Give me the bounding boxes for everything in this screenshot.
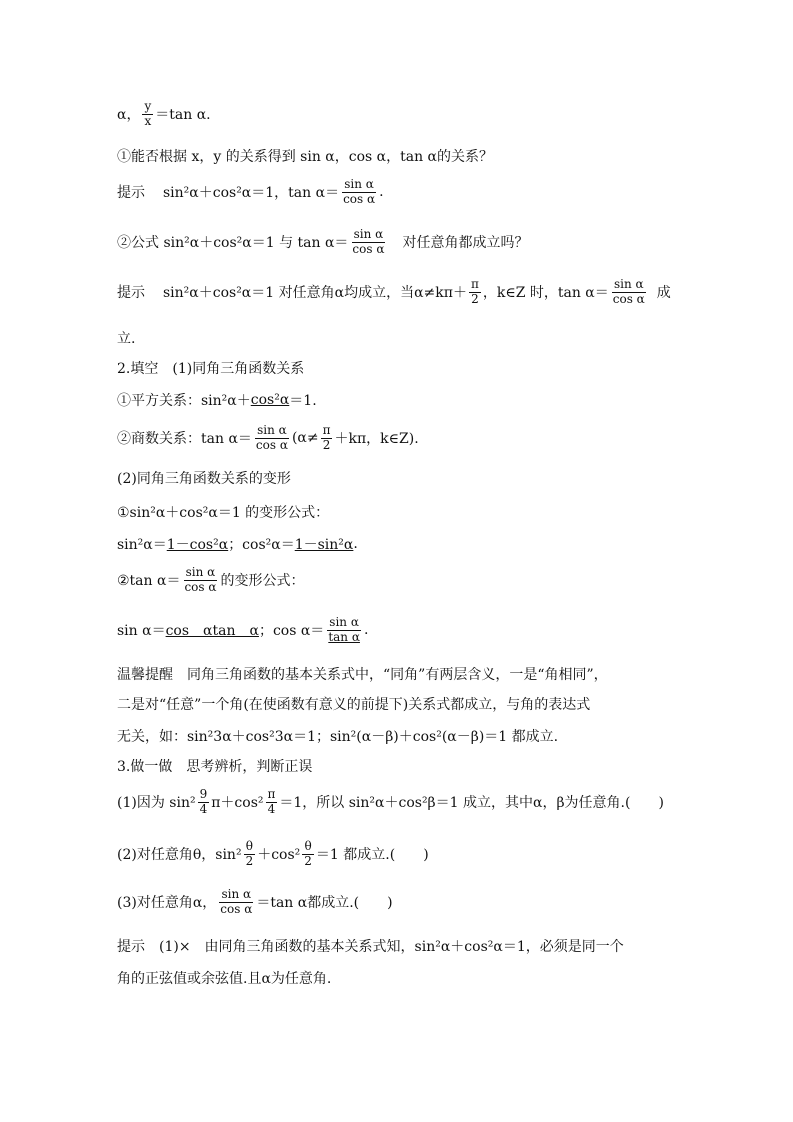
formula-square-relation: ①平方关系：sin²α＋ cos²α ＝1. bbox=[117, 392, 317, 409]
formula-variant-square: sin²α＝ 1－cos²α ；cos²α＝ 1－sin²α . bbox=[117, 536, 358, 553]
question-2: ②公式 sin²α＋cos²α＝1 与 tan α＝ $\frac{\text{sin α}}{\text{cos α}}$ 对任意角都成立吗？ bbox=[117, 227, 529, 256]
hint-1: 提示 sin²α＋cos²α＝1，tan α＝ $\frac{\text{sin α}}{\text{cos α}}$ . bbox=[117, 177, 384, 206]
section-practice: 3.做一做 思考辨析，判断正误 bbox=[117, 759, 313, 775]
fraction-sin-over-cos: $\frac{\text{sin α}}{\text{cos α}}$ bbox=[184, 565, 217, 594]
practice-item-2: (2)对任意角θ，sin² $\frac{\theta}{2}$ ＋cos² $\frac{\theta}{2}$ ＝1 都成立.( ) bbox=[117, 839, 429, 868]
tip-line-2: 二是对“任意”一个角(在使函数有意义的前提下)关系式都成立，与角的表达式 bbox=[117, 697, 591, 713]
fraction-sin-over-tan: $\frac{\text{sin α}}{\text{tan α}}$ bbox=[328, 615, 360, 644]
answer-line-1: 提示 (1)× 由同角三角函数的基本关系式知，sin²α＋cos²α＝1，必须是同一个 bbox=[117, 939, 624, 955]
answer-line-2: 角的正弦值或余弦值.且α为任意角. bbox=[117, 971, 332, 987]
hint-2-continued: 立. bbox=[117, 331, 136, 347]
fraction-pi-over-2: $\frac{\pi}{2}$ bbox=[470, 277, 479, 306]
blank-answer: cos αtan α bbox=[165, 623, 259, 640]
fraction-sin-over-cos: $\frac{\text{sin α}}{\text{cos α}}$ bbox=[220, 887, 253, 916]
hint-2: 提示 sin²α＋cos²α＝1 对任意角α均成立，当α≠kπ＋ $\frac{\pi}{2}$ ，k∈Z 时，tan α＝ $\frac{\text{sin α}}{\text{cos α}}$ 成 bbox=[117, 277, 671, 306]
tip-line-1: 温馨提醒 同角三角函数的基本关系式中，“同角”有两层含义，一是“角相同”， bbox=[117, 667, 608, 683]
intro-line bbox=[117, 100, 211, 129]
fraction-9-over-4: $\frac{9}{4}$ bbox=[199, 787, 208, 816]
text-seg: α， bbox=[117, 107, 141, 124]
question-1: ①能否根据 x，y 的关系得到 sin α，cos α，tan α的关系？ bbox=[117, 149, 493, 165]
text-seg: ＝tan α. bbox=[155, 107, 211, 124]
formula-tan-variant: sin α＝ cos αtan α ；cos α＝ $\frac{\text{sin α}}{\text{tan α}}$ . bbox=[117, 615, 369, 644]
formula-tan-intro: ②tan α＝ $\frac{\text{sin α}}{\text{cos α}}$ 的变形公式： bbox=[117, 565, 305, 594]
blank-answer: 1－cos²α bbox=[166, 537, 229, 553]
fraction-sin-over-cos: $\frac{\text{sin α}}{\text{cos α}}$ bbox=[255, 423, 288, 452]
hint-label: 提示 bbox=[117, 285, 145, 302]
section-fill-in: 2.填空 (1)同角三角函数关系 bbox=[117, 361, 305, 377]
blank-answer: 1－sin²α bbox=[294, 537, 354, 553]
fraction-sin-over-cos: $\frac{\text{sin α}}{\text{cos α}}$ bbox=[343, 177, 376, 206]
hint-label: 提示 bbox=[117, 185, 145, 202]
fraction-pi-over-2: $\frac{\pi}{2}$ bbox=[322, 423, 331, 452]
tip-line-3: 无关，如：sin²3α＋cos²3α＝1；sin²(α－β)＋cos²(α－β)＝1 都成立. bbox=[117, 729, 559, 745]
fraction-theta-over-2: $\frac{\theta}{2}$ bbox=[245, 839, 254, 868]
blank-answer: cos²α bbox=[250, 392, 290, 408]
fraction-theta-over-2: $\frac{\theta}{2}$ bbox=[304, 839, 312, 868]
section-variants: (2)同角三角函数关系的变形 bbox=[117, 471, 291, 487]
practice-item-3: (3)对任意角α， $\frac{\text{sin α}}{\text{cos α}}$ ＝tan α都成立.( ) bbox=[117, 887, 393, 916]
practice-item-1: (1)因为 sin² $\frac{9}{4}$ π＋cos² $\frac{\pi}{4}$ ＝1，所以 sin²α＋cos²β＝1 成立，其中α，β为任意角.( ) bbox=[117, 787, 664, 816]
fraction-sin-over-cos: $\frac{\text{sin α}}{\text{cos α}}$ bbox=[612, 277, 645, 306]
fraction-y-over-x: $\frac{y}{x}$ bbox=[144, 99, 152, 128]
fraction-pi-over-4: $\frac{\pi}{4}$ bbox=[267, 787, 276, 816]
formula-quotient-relation: ②商数关系：tan α＝ $\frac{\text{sin α}}{\text{cos α}}$ (α≠ $\frac{\pi}{2}$ ＋kπ，k∈Z). bbox=[117, 423, 419, 452]
fraction-sin-over-cos: $\frac{\text{sin α}}{\text{cos α}}$ bbox=[352, 227, 385, 256]
formula-variant-intro: ①sin²α＋cos²α＝1 的变形公式： bbox=[117, 505, 330, 521]
